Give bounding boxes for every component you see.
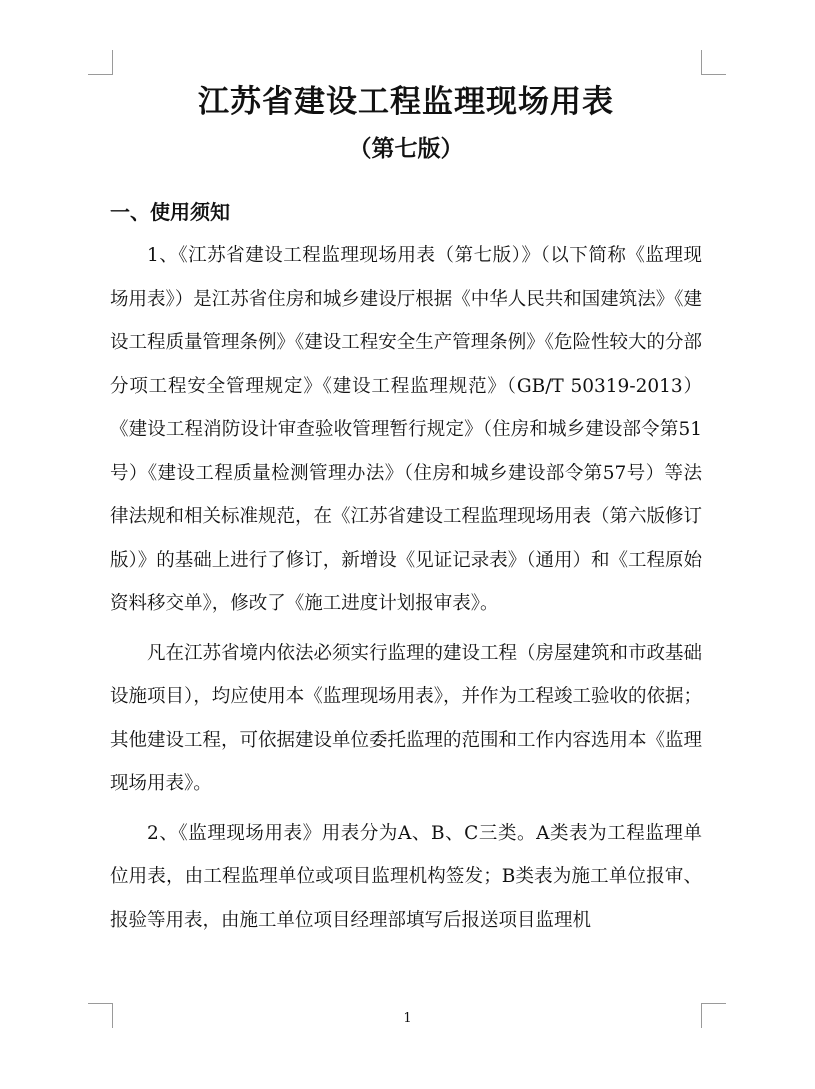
section-heading-usage-notes: 一、使用须知 [110,200,230,224]
paragraph-2: 凡在江苏省境内依法必须实行监理的建设工程（房屋建筑和市政基础设施项目），均应使用本《监理现场用表》，并作为工程竣工验收的依据；其他建设工程，可依据建设单位委托监理的范围和工作内容选用本《监理现场用表》。 [110,642,703,794]
document-title: 江苏省建设工程监理现场用表 [198,84,614,120]
document-subtitle: （第七版） [348,135,464,162]
crop-mark-top-left [88,50,113,75]
page-content [110,82,702,942]
paragraph-1: 1、《江苏省建设工程监理现场用表（第七版）》（以下简称《监理现场用表》）是江苏省住房和城乡建设厅根据《中华人民共和国建筑法》《建设工程质量管理条例》《建设工程安全生产管理条例》《危险性较大的分部分项工程安全管理规定》《建设工程监理规范》（GB/T 50319-2013）《建设工程消防设计审查验收管理暂行规定》（住房和城乡建设部令第51号）《建设工程质量检测管理办法》（住房和城乡建设部令第57号）等法律法规和相关标准规范，在《江苏省建设工程监理现场用表（第六版修订版）》的基础上进行了修订，新增设《见证记录表》（通用）和《工程原始资料移交单》，修改了《施工进度计划报审表》。 [110,245,703,614]
page-number: 1 [403,1011,412,1026]
crop-mark-top-right [701,50,726,75]
paragraph-3: 2、《监理现场用表》用表分为A、B、C三类。A类表为工程监理单位用表，由工程监理单位或项目监理机构签发；B类表为施工单位报审、报验等用表，由施工单位项目经理部填写后报送项目监理机 [110,822,702,931]
